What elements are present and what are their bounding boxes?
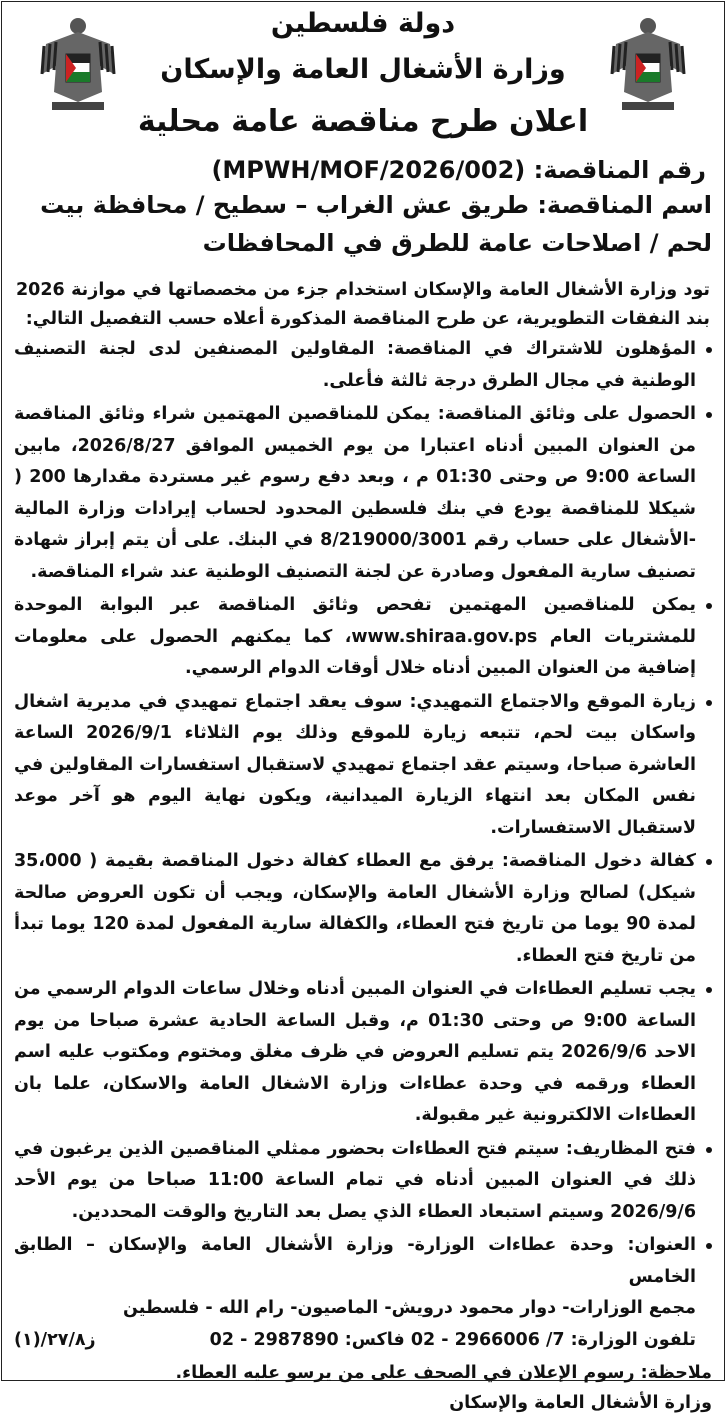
state-name: دولة فلسطين	[270, 8, 456, 39]
note: ملاحظة: رسوم الإعلان في الصحف على من يرسو عليه العطاء.	[175, 1363, 712, 1383]
header	[2, 2, 724, 150]
tender-number-label: رقم المناقصة:	[533, 156, 706, 184]
list-item: كفالة دخول المناقصة: يرفق مع العطاء كفالة دخول المناقصة بقيمة ( 35،000 شيكل) لصالح وزارة الأشغال العامة والإسكان، ويجب أن تكون العروض صالحة لمدة 90 يوما من تاريخ فتح العطاء، والكفالة سارية المفعول لمدة 120 يوما تبدأ من تاريخ فتح العطاء.	[14, 846, 696, 972]
reference-code: ز٢٧/٨/(١)	[14, 1330, 96, 1350]
list-item: يجب تسليم العطاءات في العنوان المبين أدناه وخلال ساعات الدوام الرسمي من الساعة 9:00 ص وحتى 01:30 م، وقبل الساعة الحادية عشرة صباحا من يوم الاحد 2026/9/6 يتم تسليم العروض في ظرف مغلق ومختوم ومكتوب عليه اسم العطاء ورقمه في وحدة عطاءات وزارة الاشغال العامة والاسكان، علما بان العطاءات الالكترونية غير مقبولة.	[14, 974, 696, 1132]
tender-details-list	[2, 334, 724, 1356]
phone-fax-line: تلفون الوزارة: 7/ 2966006 - 02 فاكس: 2987890 - 02	[209, 1329, 696, 1350]
list-item: زيارة الموقع والاجتماع التمهيدي: سوف يعقد اجتماع تمهيدي في مديرية اشغال واسكان بيت لحم، تتبعه زيارة للموقع وذلك يوم الثلاثاء 2026/9/1 الساعة العاشرة صباحا، وسيتم عقد اجتماع تمهيدي لاستقبال استفسارات المقاولين في نفس المكان بعد انتهاء الزيارة الميدانية، ويكون نهاية اليوم هو آخر موعد لاستقبال الاستفسارات.	[14, 687, 696, 845]
list-item: المؤهلون للاشتراك في المناقصة: المقاولين المصنفين لدى لجنة التصنيف الوطنية في مجال الطرق درجة ثالثة فأعلى.	[14, 334, 696, 397]
list-item: الحصول على وثائق المناقصة: يمكن للمناقصين المهتمين شراء وثائق المناقصة من العنوان المبين أدناه اعتبارا من يوم الخميس الموافق 2026/8/27، مابين الساعة 9:00 ص وحتى 01:30 م ، وبعد دفع رسوم غير مستردة مقدارها 200 ( شيكلا للمناقصة يودع في بنك فلسطين المحدود لحساب إيرادات وزارة المالية -الأشغال على حساب رقم 8/219000/3001 في البنك. على أن يتم إبراز شهادة تصنيف سارية المفعول وصادرة عن لجنة التصنيف الوطنية عند شراء المناقصة.	[14, 399, 696, 588]
tender-number	[2, 150, 724, 184]
address-line: العنوان: وحدة عطاءات الوزارة- وزارة الأشغال العامة والإسكان – الطابق الخامس	[14, 1235, 696, 1287]
tender-announcement	[1, 1, 725, 1413]
tender-name: اسم المناقصة: طريق عش الغراب – سطيح / محافظة بيت لحم / اصلاحات عامة للطرق في المحافظات	[40, 191, 712, 257]
address-line: مجمع الوزارات- دوار محمود درويش- الماصيون- رام الله - فلسطين	[122, 1298, 696, 1318]
address-block	[14, 1230, 696, 1356]
signature: وزارة الأشغال العامة والإسكان	[449, 1393, 712, 1413]
ministry-name: وزارة الأشغال العامة والإسكان	[160, 54, 566, 85]
intro-paragraph: تود وزارة الأشغال العامة والإسكان استخدام جزء من مخصصاتها في موازنة 2026 بند النفقات التطويرية، عن طرح المناقصة المذكورة أعلاه حسب التفصيل التالي:	[16, 280, 710, 329]
list-item: فتح المظاريف: سيتم فتح العطاءات بحضور ممثلي المناقصين الذين يرغبون في ذلك في العنوان المبين أدناه في تمام الساعة 11:00 صباحا من يوم الأحد 2026/9/6 وسيتم استبعاد العطاء الذي يصل بعد التاريخ والوقت المحددين.	[14, 1134, 696, 1229]
announcement-title: اعلان طرح مناقصة عامة محلية	[137, 104, 589, 139]
list-item: يمكن للمناقصين المهتمين تفحص وثائق المناقصة عبر البوابة الموحدة للمشتريات العام www.shiraa.gov.ps، كما يمكنهم الحصول على معلومات إضافية من العنوان المبين أدناه خلال أوقات الدوام الرسمي.	[14, 590, 696, 685]
tender-number-value: (MPWH/MOF/2026/002)	[211, 156, 526, 184]
